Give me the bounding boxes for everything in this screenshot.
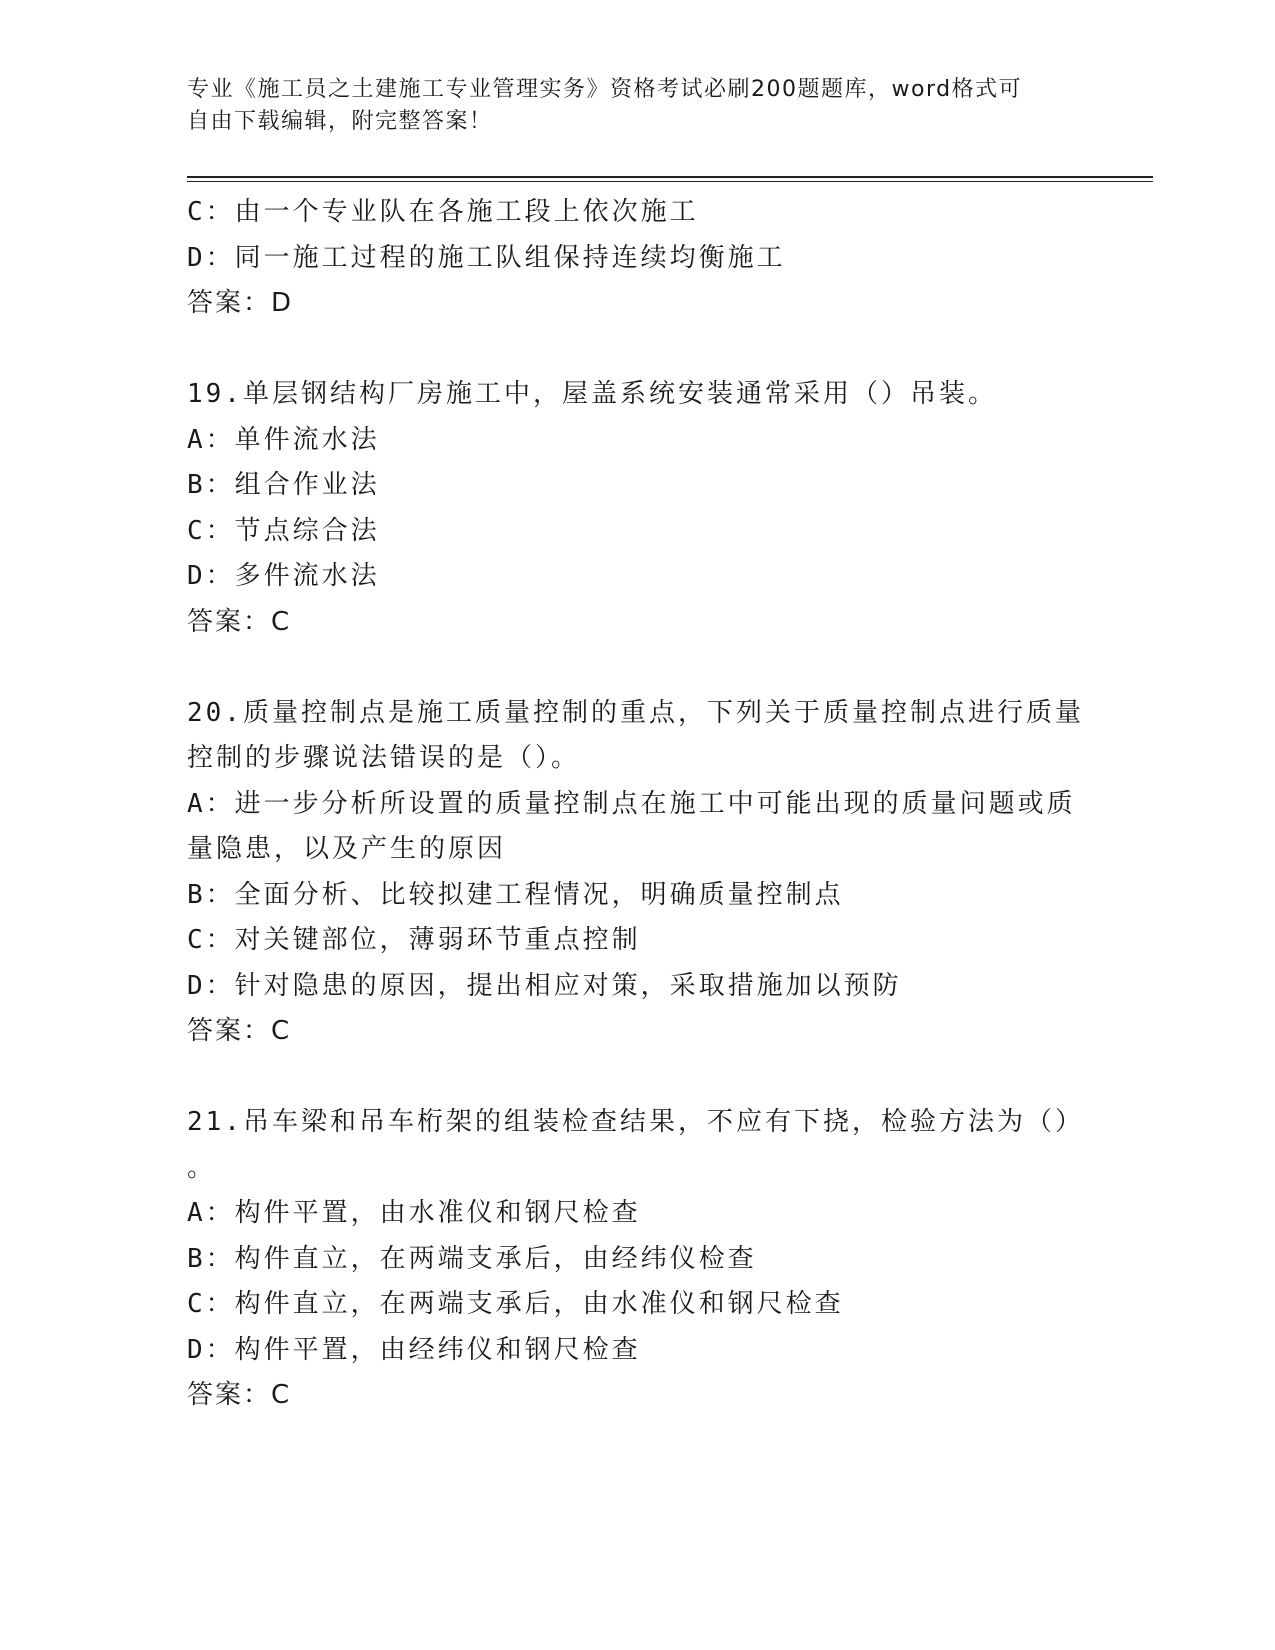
question-spacer bbox=[187, 1055, 1087, 1101]
question-20 bbox=[187, 691, 1087, 1055]
option-c: C：对关键部位，薄弱环节重点控制 bbox=[187, 925, 641, 955]
header-title-line-1: 专业《施工员之土建施工专业管理实务》资格考试必刷200题题库，word格式可 bbox=[187, 77, 1023, 102]
header-divider-thick bbox=[187, 176, 1153, 178]
question-spacer bbox=[187, 645, 1087, 691]
question-stem: 19.单层钢结构厂房施工中，屋盖系统安装通常采用（）吊装。 bbox=[187, 379, 997, 409]
question-list bbox=[187, 190, 1087, 1419]
question-stem-line-1: 21.吊车梁和吊车桁架的组装检查结果，不应有下挠，检验方法为（） bbox=[187, 1107, 1084, 1137]
option-c: C：构件直立，在两端支承后，由水准仪和钢尺检查 bbox=[187, 1289, 844, 1319]
answer: 答案：C bbox=[187, 606, 292, 637]
question-stem-line-2: 控制的步骤说法错误的是（）。 bbox=[187, 743, 581, 773]
option-d: D：针对隐患的原因，提出相应对策，采取措施加以预防 bbox=[187, 970, 902, 1001]
question-18-tail bbox=[187, 190, 1087, 327]
answer: 答案：D bbox=[187, 288, 294, 318]
option-d: D：同一施工过程的施工队组保持连续均衡施工 bbox=[187, 242, 786, 273]
option-b: B：全面分析、比较拟建工程情况，明确质量控制点 bbox=[187, 879, 844, 910]
answer: 答案：C bbox=[187, 1380, 292, 1410]
question-19 bbox=[187, 372, 1087, 645]
option-d: D：多件流水法 bbox=[187, 561, 380, 591]
option-a: A：构件平置，由水准仪和钢尺检查 bbox=[187, 1198, 641, 1228]
question-stem-line-1: 20.质量控制点是施工质量控制的重点，下列关于质量控制点进行质量 bbox=[187, 697, 1084, 728]
option-a-line-2: 量隐患，以及产生的原因 bbox=[187, 834, 507, 864]
question-21 bbox=[187, 1100, 1087, 1419]
option-c: C：节点综合法 bbox=[187, 515, 380, 546]
question-spacer bbox=[187, 327, 1087, 373]
answer: 答案：C bbox=[187, 1016, 292, 1046]
option-b: B：构件直立，在两端支承后，由经纬仪检查 bbox=[187, 1243, 757, 1274]
document-header bbox=[187, 74, 1067, 138]
option-b: B：组合作业法 bbox=[187, 470, 380, 500]
option-d: D：构件平置，由经纬仪和钢尺检查 bbox=[187, 1334, 641, 1365]
question-stem-line-2: 。 bbox=[187, 1152, 217, 1183]
option-a-line-1: A：进一步分析所设置的质量控制点在施工中可能出现的质量问题或质 bbox=[187, 788, 1076, 819]
header-title-line-2: 自由下载编辑，附完整答案！ bbox=[187, 109, 493, 134]
option-c: C：由一个专业队在各施工段上依次施工 bbox=[187, 197, 699, 227]
header-divider-thin bbox=[187, 181, 1153, 182]
option-a: A：单件流水法 bbox=[187, 424, 380, 455]
